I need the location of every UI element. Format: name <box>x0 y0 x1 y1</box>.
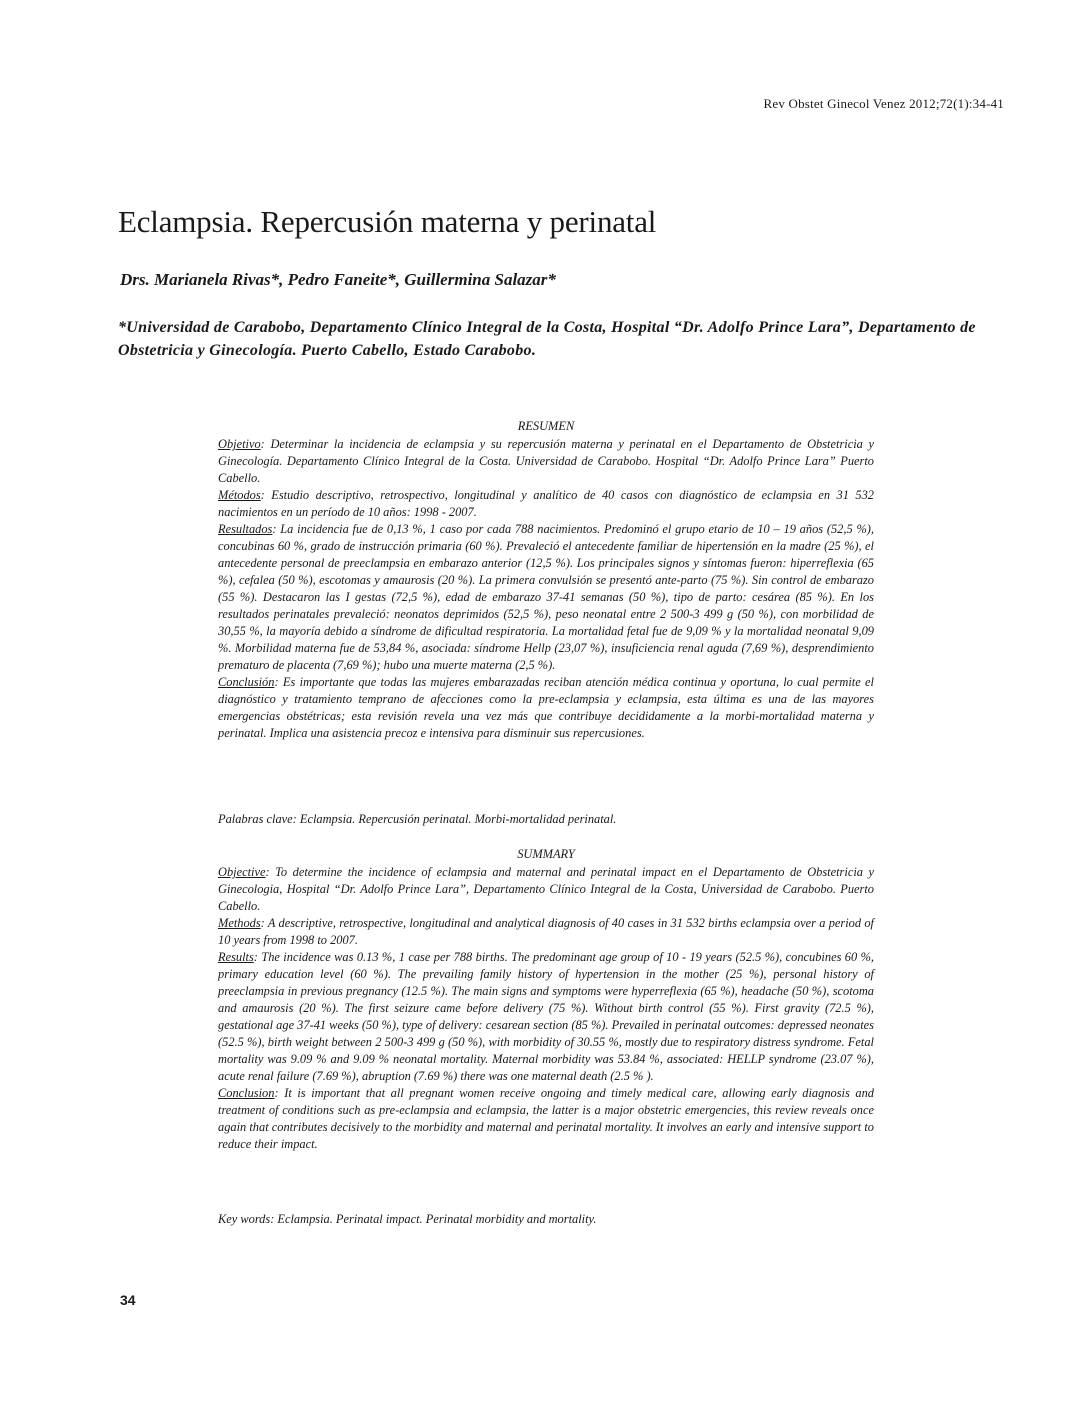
resultados-label: Resultados <box>218 522 273 536</box>
metodos-label: Métodos <box>218 488 261 502</box>
key-words: Key words: Eclampsia. Perinatal impact. Perinatal morbidity and mortality. <box>218 1212 597 1226</box>
article-authors: Drs. Marianela Rivas*, Pedro Faneite*, Guillermina Salazar* <box>120 270 556 289</box>
summary-section <box>218 846 874 1153</box>
summary-results <box>218 949 874 1085</box>
conclusion-label: Conclusión <box>218 675 275 689</box>
objective-text: : To determine the incidence of eclampsia and maternal and perinatal impact en el Departamento de Obstetricia y Ginecologia, Hospital “Dr. Adolfo Prince Lara”, Departamento Clínico Integral de la Costa, Universidad de Carabobo. Puerto Cabello. <box>218 865 874 913</box>
summary-conclusion <box>218 1085 874 1153</box>
conclusion-en-label: Conclusion <box>218 1086 275 1100</box>
conclusion-text: : Es importante que todas las mujeres embarazadas reciban atención médica continua y oportuna, lo cual permite el diagnóstico y tratamiento temprano de afecciones como la pre-eclampsia y eclampsia, esta última es una de las mayores emergencias obstétricas; esta revisión revela una vez más que contribuye decididamente a la morbi-mortalidad materna y perinatal. Implica una asistencia precoz e intensiva para disminuir sus repercusiones. <box>218 675 874 740</box>
objetivo-text: : Determinar la incidencia de eclampsia y su repercusión materna y perinatal en el Departamento de Obstetricia y Ginecología. Departamento Clínico Integral de la Costa. Universidad de Carabobo. Hospital “Dr. Adolfo Prince Lara” Puerto Cabello. <box>218 437 874 485</box>
journal-citation: Rev Obstet Ginecol Venez 2012;72(1):34-41 <box>763 96 1004 111</box>
metodos-text: : Estudio descriptivo, retrospectivo, longitudinal y analítico de 40 casos con diagnóstico de eclampsia en 31 532 nacimientos en un período de 10 años: 1998 - 2007. <box>218 488 874 519</box>
methods-label: Methods <box>218 916 261 930</box>
objective-label: Objective <box>218 865 266 879</box>
summary-heading: SUMMARY <box>517 847 575 861</box>
article-title: Eclampsia. Repercusión materna y perinatal <box>118 204 657 239</box>
resumen-resultados <box>218 521 874 674</box>
objetivo-label: Objetivo <box>218 437 261 451</box>
summary-methods <box>218 915 874 949</box>
resultados-text: : La incidencia fue de 0,13 %, 1 caso por cada 788 nacimientos. Predominó el grupo etario de 10 – 19 años (52,5 %), concubinas 60 %, grado de instrucción primaria (60 %). Prevaleció el antecedente familiar de hipertensión en la madre (25 %), el antecedente personal de preeclampsia en embarazo anterior (12,5 %). Los principales signos y síntomas fueron: hiperreflexia (65 %), cefalea (50 %), escotomas y amaurosis (20 %). La primera convulsión se presentó ante-parto (75 %). Sin control de embarazo (55 %). Destacaron las I gestas (72,5 %), edad de embarazo 37-41 semanas (50 %), tipo de parto: cesárea (85 %). En los resultados perinatales prevaleció: neonatos deprimidos (52,5 %), peso neonatal entre 2 500-3 499 g (50 %), con morbilidad de 30,55 %, la mayoría debido a síndrome de dificultad respiratoria. La mortalidad fetal fue de 9,09 % y la mortalidad neonatal 9,09 %. Morbilidad materna fue de 53,84 %, asociada: síndrome Hellp (23,07 %), insuficiencia renal aguda (7,69 %), desprendimiento prematuro de placenta (7,69 %); hubo una muerte materna (2,5 %). <box>218 522 874 672</box>
resumen-heading: RESUMEN <box>517 419 575 433</box>
results-text: : The incidence was 0.13 %, 1 case per 788 births. The predominant age group of 10 - 19 years (52.5 %), concubines 60 %, primary education level (60 %). The prevailing family history of hypertension in the mother (25 %), personal history of preeclampsia in previous pregnancy (12.5 %). The main signs and symptoms were hyperreflexia (65 %), headache (50 %), scotoma and amaurosis (20 %). The first seizure came before delivery (75 %). Without birth control (55 %). First gravity (72.5 %), gestational age 37-41 weeks (50 %), type of delivery: cesarean section (85 %). Prevailed in perinatal outcomes: depressed neonates (52.5 %), birth weight between 2 500-3 499 g (50 %), with morbidity of 30.55 %, mostly due to respiratory distress syndrome. Fetal mortality was 9.09 % and 9.09 % neonatal mortality. Maternal morbidity was 53.84 %, associated: HELLP syndrome (23.07 %), acute renal failure (7.69 %), abruption (7.69 %) there was one maternal death (2.5 % ). <box>218 950 874 1083</box>
palabras-clave: Palabras clave: Eclampsia. Repercusión perinatal. Morbi-mortalidad perinatal. <box>218 812 617 826</box>
conclusion-en-text: : It is important that all pregnant women receive ongoing and timely medical care, allowing early diagnosis and treatment of conditions such as pre-eclampsia and eclampsia, the latter is a major obstetric emergencies, this review reveals once again that contributes decisively to the morbidity and maternal and perinatal mortality. It involves an early and intensive support to reduce their impact. <box>218 1086 874 1151</box>
article-affiliation: *Universidad de Carabobo, Departamento Clínico Integral de la Costa, Hospital “Dr. Adolfo Prince Lara”, Departamento de Obstetricia y Ginecología. Puerto Cabello, Estado Carabobo. <box>118 319 976 359</box>
resumen-conclusion <box>218 674 874 742</box>
results-label: Results <box>218 950 254 964</box>
summary-objective <box>218 864 874 915</box>
resumen-metodos <box>218 487 874 521</box>
page-number: 34 <box>120 1292 136 1308</box>
methods-text: : A descriptive, retrospective, longitudinal and analytical diagnosis of 40 cases in 31 532 births eclampsia over a period of 10 years from 1998 to 2007. <box>218 916 874 947</box>
resumen-objetivo <box>218 436 874 487</box>
resumen-section <box>218 418 874 742</box>
